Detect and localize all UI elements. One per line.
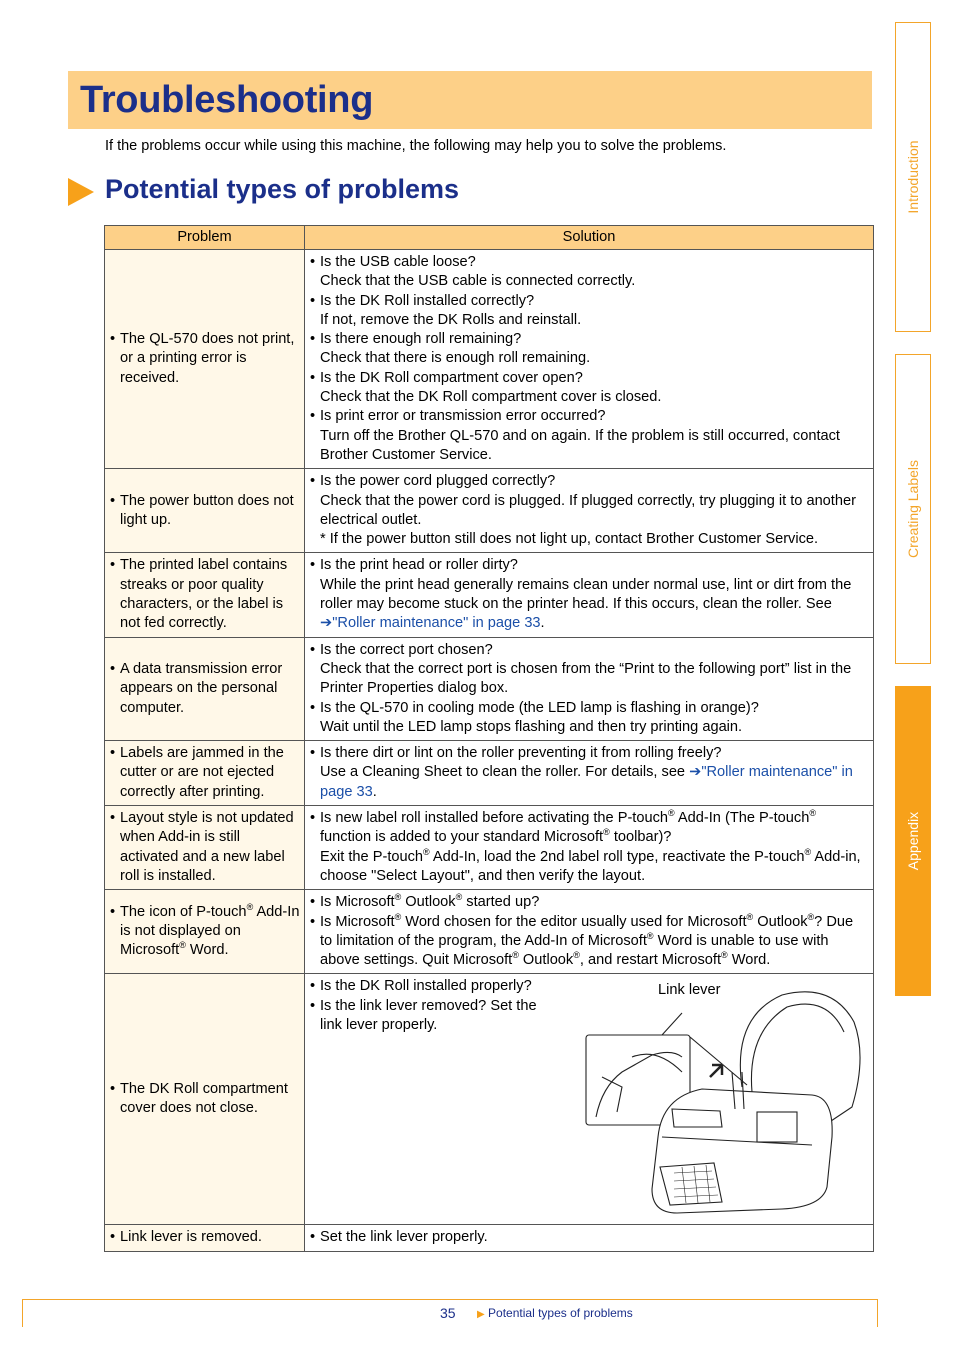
table-row	[105, 469, 874, 553]
table-row	[105, 806, 874, 890]
problem-cell: • The QL-570 does not print, or a printing error is received.	[105, 250, 305, 469]
table-row	[105, 741, 874, 806]
solution-cell: • Is the power cord plugged correctly? Check that the power cord is plugged. If plugged correctly, try plugging it to another electrical outlet. * If the power button still does not light up, contact Brother Customer Service.	[305, 469, 874, 553]
page-number: 35	[440, 1305, 456, 1321]
table-row	[105, 250, 874, 469]
intro-text: If the problems occur while using this machine, the following may help you to solve the problems.	[105, 138, 727, 154]
header-problem: Problem	[105, 226, 305, 250]
table-header-row	[105, 226, 874, 250]
problem-cell: • Layout style is not updated when Add-in is still activated and a new label roll is installed.	[105, 806, 305, 890]
triangle-right-icon: ▶	[477, 1309, 485, 1320]
solution-cell: • Is there dirt or lint on the roller preventing it from rolling freely? Use a Cleaning Sheet to clean the roller. For details, see ➔"Roller maintenance" in page 33.	[305, 741, 874, 806]
solution-cell: • Is the print head or roller dirty? While the print head generally remains clean under normal use, lint or dirt from the roller may become stuck on the printer head. If this occurs, clean the roller. See ➔"Roller maintenance" in page 33.	[305, 553, 874, 637]
solution-cell: • Is the DK Roll installed properly? • Is the link lever removed? Set the link lever properly. Link lever	[305, 974, 874, 1225]
table-row	[105, 1225, 874, 1251]
footer-section-link[interactable]: ▶ Potential types of problems	[477, 1306, 633, 1320]
problem-cell: • The icon of P-touch® Add-In is not displayed on Microsoft® Word.	[105, 890, 305, 974]
tab-creating-labels[interactable]: Creating Labels	[895, 354, 931, 664]
solution-cell: • Is the USB cable loose? Check that the USB cable is connected correctly. • Is the DK Roll installed correctly? If not, remove the DK Rolls and reinstall. • Is there enough roll remaining? Check that there is enough roll remaining. • Is the DK Roll compartment cover open? Check that the DK Roll compartment cover is closed. • Is print error or transmission error occurred? Turn off the Brother QL-570 and on again. If the problem is still occurred, contact Brother Customer Service.	[305, 250, 874, 469]
solution-cell: • Set the link lever properly.	[305, 1225, 874, 1251]
solution-cell: • Is new label roll installed before activating the P-touch® Add-In (The P-touch® function is added to your standard Microsoft® toolbar)? Exit the P-touch® Add-In, load the 2nd label roll type, reactivate the P-touch® Add-in, choose "Select Layout", and then verify the layout.	[305, 806, 874, 890]
problems-table	[104, 225, 874, 1252]
table-row	[105, 553, 874, 637]
tab-introduction[interactable]: Introduction	[895, 22, 931, 332]
table-row	[105, 637, 874, 740]
page-title: Troubleshooting	[80, 79, 374, 121]
problem-cell: • The printed label contains streaks or poor quality characters, or the label is not fed correctly.	[105, 553, 305, 637]
solution-cell: • Is Microsoft® Outlook® started up? • Is Microsoft® Word chosen for the editor usually used for Microsoft® Outlook®? Due to limitation of the program, the Add-In of Microsoft® Word is unable to use with above settings. Quit Microsoft® Outlook®, and restart Microsoft® Word.	[305, 890, 874, 974]
table-row	[105, 974, 874, 1225]
section-arrow-icon	[68, 178, 94, 206]
section-title: Potential types of problems	[105, 174, 460, 204]
problem-cell: • Labels are jammed in the cutter or are not ejected correctly after printing.	[105, 741, 305, 806]
problem-cell: • A data transmission error appears on the personal computer.	[105, 637, 305, 740]
problem-cell: • The power button does not light up.	[105, 469, 305, 553]
title-bar	[68, 71, 872, 129]
link-lever-label: Link lever	[658, 982, 721, 999]
table-row	[105, 890, 874, 974]
printer-illustration	[582, 977, 872, 1217]
problem-cell: • The DK Roll compartment cover does not close.	[105, 974, 305, 1225]
roller-maintenance-link[interactable]: ➔"Roller maintenance" in page 33	[320, 764, 853, 800]
problem-cell: • Link lever is removed.	[105, 1225, 305, 1251]
solution-cell: • Is the correct port chosen? Check that the correct port is chosen from the “Print to the following port” list in the Printer Properties dialog box. • Is the QL-570 in cooling mode (the LED lamp is flashing in orange)? Wait until the LED lamp stops flashing and then try printing again.	[305, 637, 874, 740]
tab-appendix[interactable]: Appendix	[895, 686, 931, 996]
header-solution: Solution	[305, 226, 874, 250]
roller-maintenance-link[interactable]: ➔"Roller maintenance" in page 33	[320, 615, 541, 632]
